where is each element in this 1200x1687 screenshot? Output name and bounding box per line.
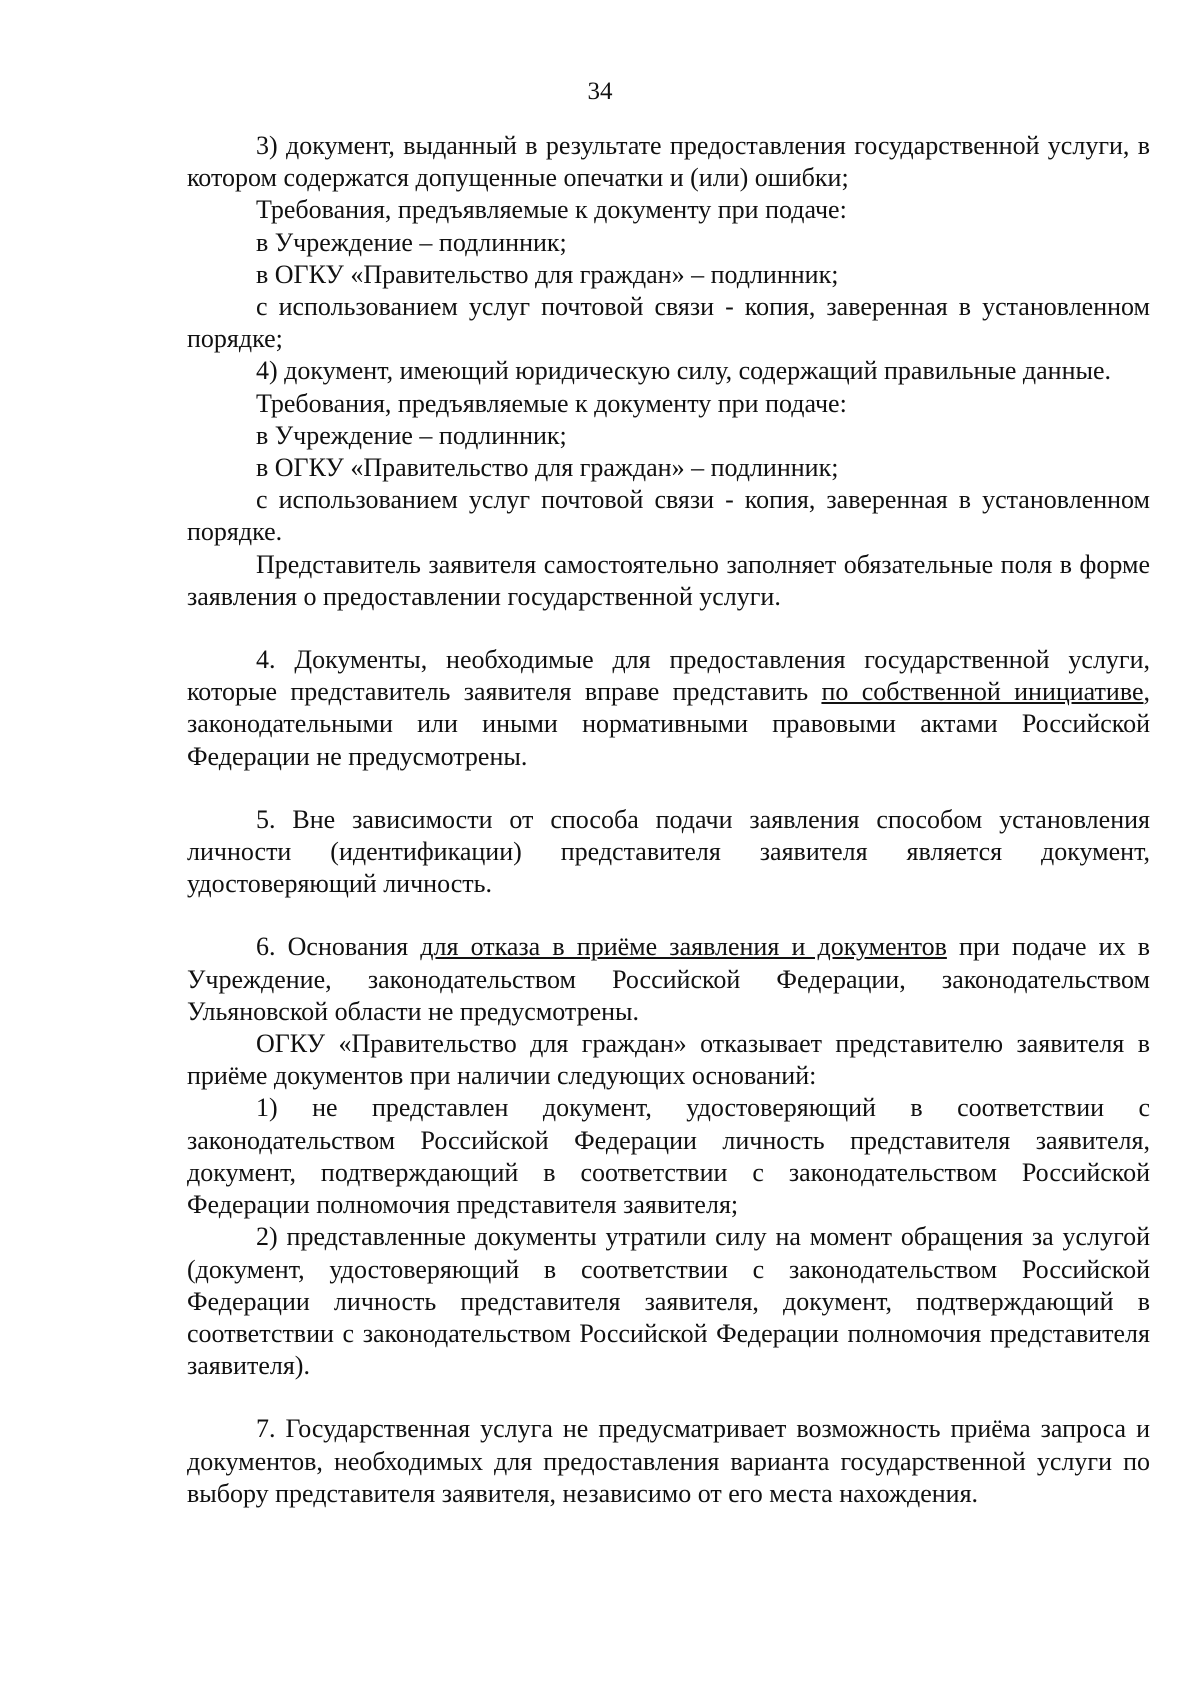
paragraph-requirement-ogku: в ОГКУ «Правительство для граждан» – подлинник; [256,453,839,483]
underlined-phrase: для отказа в приёме заявления и документов [420,932,947,962]
paragraph-item-3: 3) документ, выданный в результате предоставления государственной услуги, в котором содержатся допущенные опечатки и (или) ошибки; [187,131,1150,193]
document-body [187,130,1150,1510]
paragraph-requirement-postal: с использованием услуг почтовой связи - копия, заверенная в установленном порядке; [187,292,1150,354]
underlined-phrase: по собственной инициативе [821,677,1144,707]
paragraph-section-4: 4. Документы, необходимые для предоставления государственной услуги, которые представитель заявителя вправе представить по собственной инициативе, законодательными или иными нормативными правовыми актами Российской Федерации не предусмотрены. [187,645,1150,771]
paragraph-requirement-institution: в Учреждение – подлинник; [256,420,567,450]
paragraph-section-6: 6. Основания для отказа в приёме заявления и документов при подаче их в Учреждение, законодательством Российской Федерации, законодательством Ульяновской области не предусмотрены. [187,932,1150,1026]
paragraph-requirements-heading: Требования, предъявляемые к документу при подаче: [256,195,847,225]
paragraph-refusal-ground-1: 1) не представлен документ, удостоверяющий в соответствии с законодательством Российской Федерации личность представителя заявителя, документ, подтверждающий в соответствии с законодательством Российской Федерации полномочия представителя заявителя; [187,1093,1150,1220]
paragraph-item-4: 4) документ, имеющий юридическую силу, содержащий правильные данные. [256,356,1112,386]
paragraph-refusal-ground-2: 2) представленные документы утратили силу на момент обращения за услугой (документ, удостоверяющий в соответствии с законодательством Российской Федерации личность представителя заявителя, документ, подтверждающий в соответствии с законодательством Российской Федерации полномочия представителя заявителя). [187,1222,1150,1381]
paragraph-requirement-institution: в Учреждение – подлинник; [256,227,567,257]
paragraph-ogku-refusal: ОГКУ «Правительство для граждан» отказывает представителю заявителя в приёме документов при наличии следующих оснований: [187,1029,1150,1091]
paragraph-section-5: 5. Вне зависимости от способа подачи заявления способом установления личности (идентификации) представителя заявителя является документ, удостоверяющий личность. [187,804,1150,899]
paragraph-representative-fills-form: Представитель заявителя самостоятельно заполняет обязательные поля в форме заявления о предоставлении государственной услуги. [187,549,1150,611]
paragraph-requirements-heading: Требования, предъявляемые к документу при подаче: [256,388,847,418]
paragraph-requirement-ogku: в ОГКУ «Правительство для граждан» – подлинник; [256,259,839,289]
page-number: 34 [587,78,613,105]
paragraph-requirement-postal: с использованием услуг почтовой связи - копия, заверенная в установленном порядке. [187,485,1150,547]
paragraph-section-7: 7. Государственная услуга не предусматривает возможность приёма запроса и документов, необходимых для предоставления варианта государственной услуги по выбору представителя заявителя, независимо от его места нахождения. [187,1414,1150,1508]
